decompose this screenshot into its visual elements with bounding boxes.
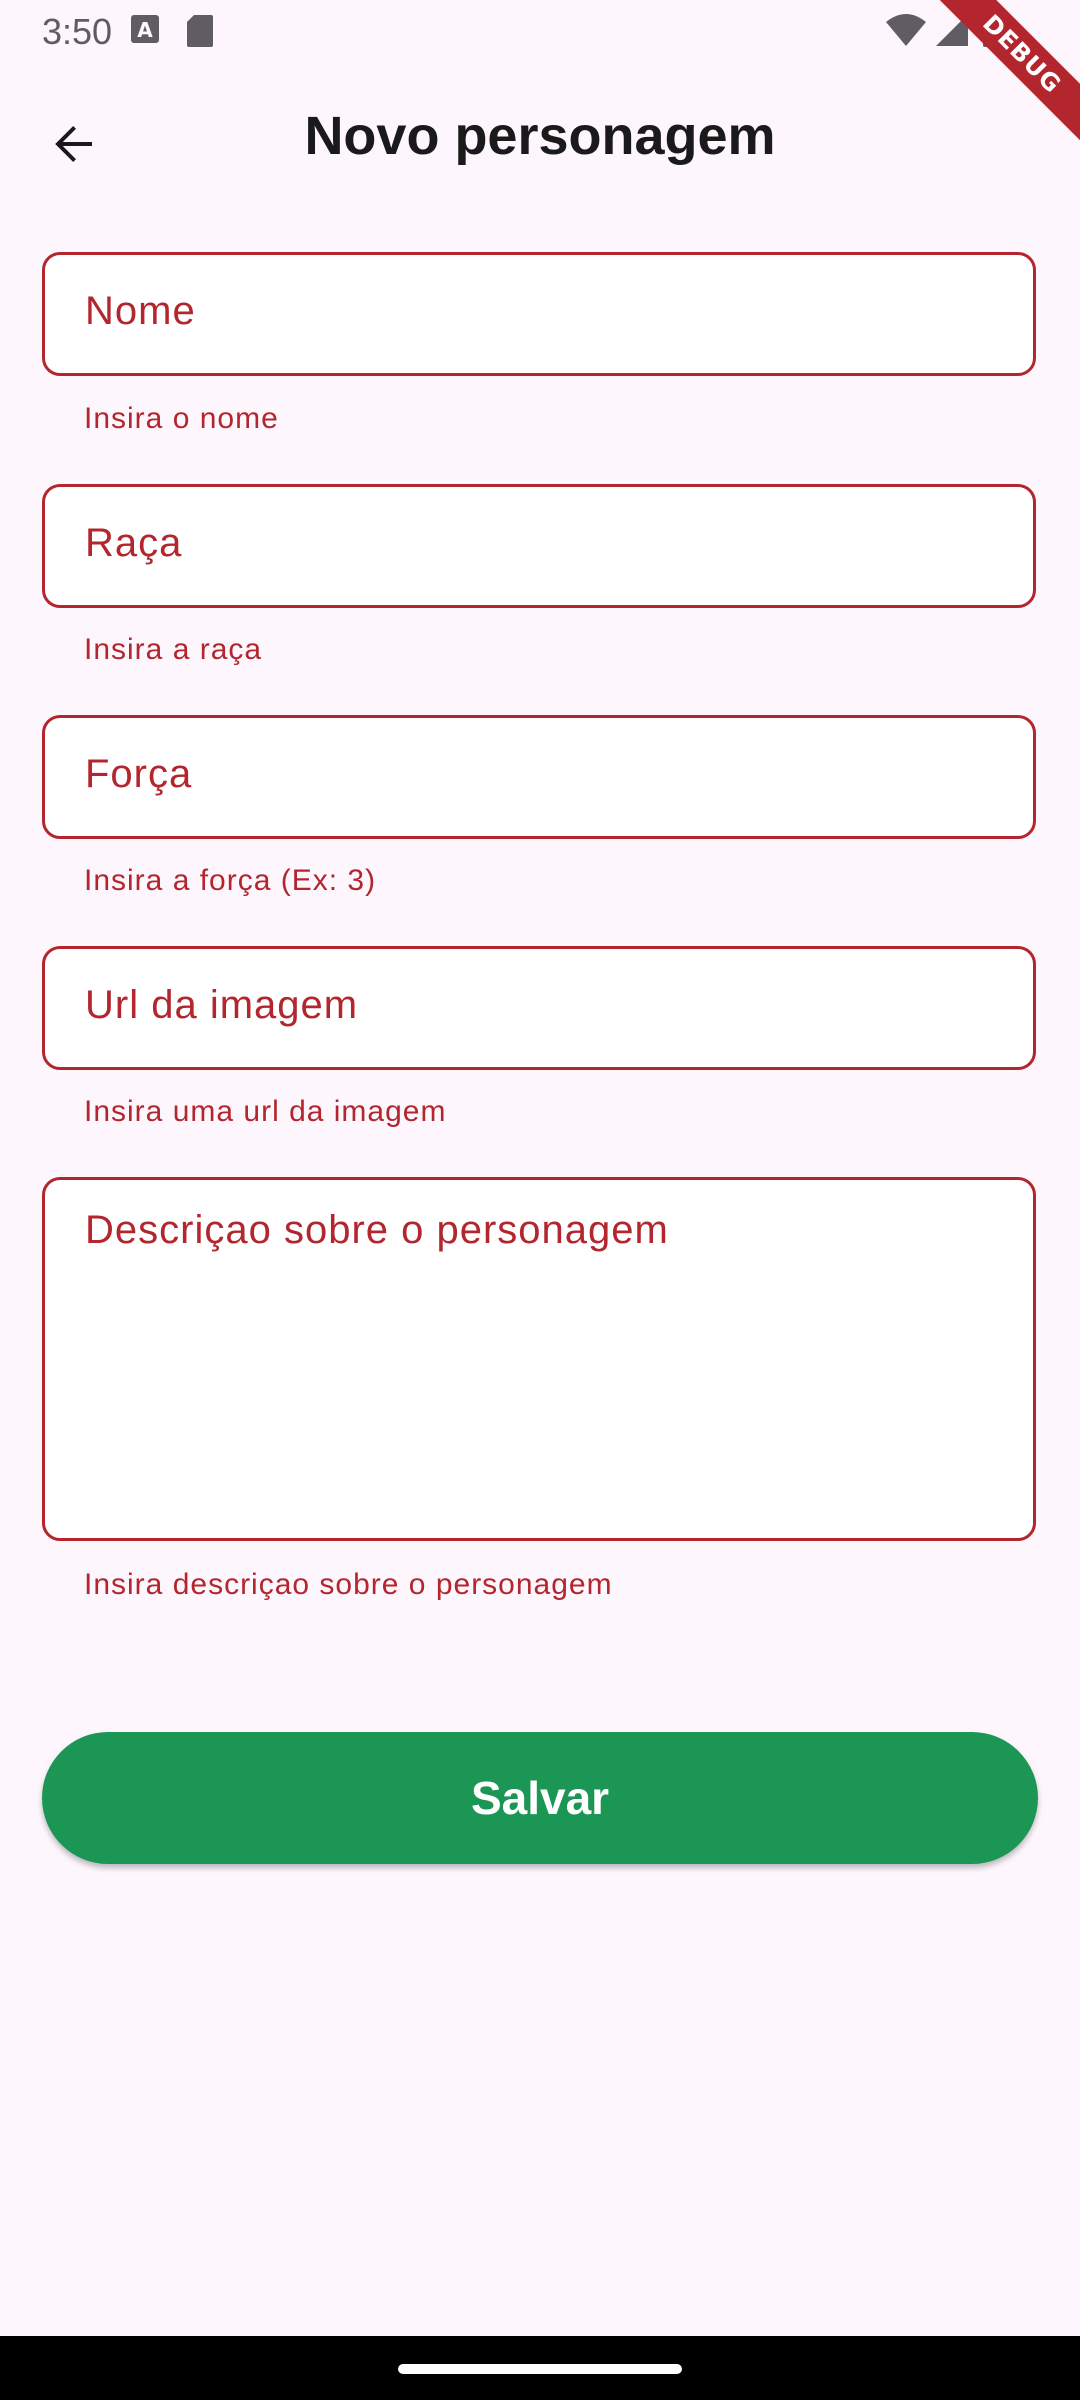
save-button[interactable]: Salvar: [42, 1732, 1038, 1864]
image-url-field-hint: Insira uma url da imagem: [84, 1095, 447, 1128]
wifi-icon: [884, 12, 928, 53]
battery-icon: [982, 10, 1004, 53]
page-title: Novo personagem: [304, 106, 776, 166]
race-field[interactable]: [42, 484, 1036, 608]
home-gesture-pill[interactable]: [398, 2364, 682, 2374]
description-field-label: Descriçao sobre o personagem: [85, 1208, 669, 1252]
image-url-field-label: Url da imagem: [85, 983, 359, 1027]
debug-banner-label: DEBUG: [923, 0, 1080, 153]
strength-field-label: Força: [85, 752, 193, 796]
svg-text:A: A: [137, 18, 153, 42]
keyboard-a-icon: [130, 14, 160, 49]
name-field-hint: Insira o nome: [84, 402, 279, 435]
strength-field-hint: Insira a força (Ex: 3): [84, 864, 377, 897]
app-bar: [0, 64, 1080, 208]
strength-field[interactable]: [42, 715, 1036, 839]
description-field-hint: Insira descriçao sobre o personagem: [84, 1568, 613, 1601]
status-bar: [0, 0, 1080, 64]
status-time: 3:50: [42, 11, 113, 52]
name-field[interactable]: [42, 252, 1036, 376]
race-field-hint: Insira a raça: [84, 633, 263, 666]
name-field-label: Nome: [85, 289, 196, 333]
sd-card-icon: [186, 14, 214, 53]
description-field[interactable]: [42, 1177, 1036, 1541]
race-field-label: Raça: [85, 521, 183, 565]
image-url-field[interactable]: [42, 946, 1036, 1070]
signal-icon: [934, 12, 970, 53]
